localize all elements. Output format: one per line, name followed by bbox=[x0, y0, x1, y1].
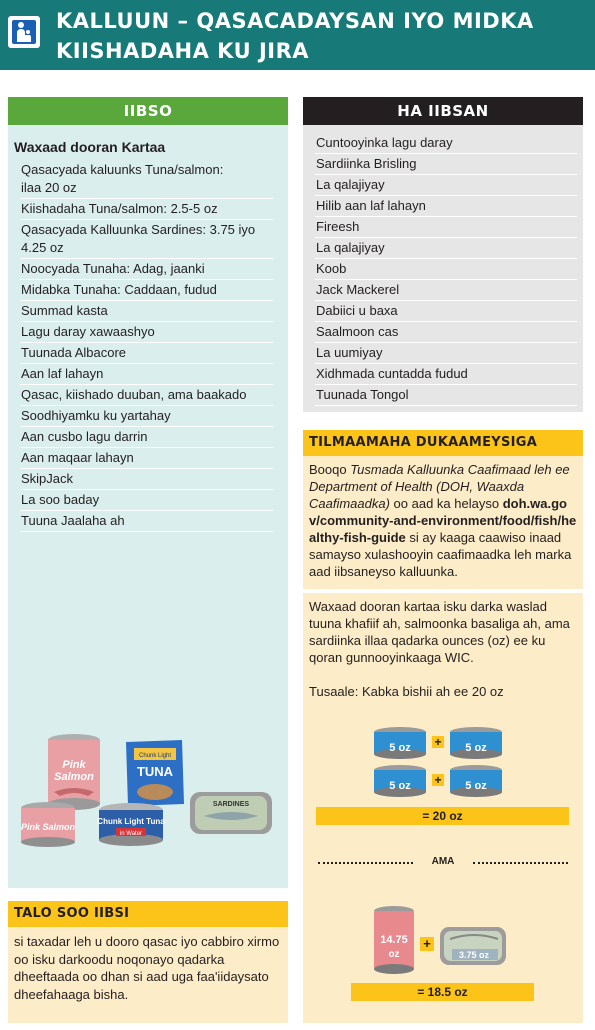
nobuy-panel bbox=[303, 125, 583, 412]
five-oz-can-2 bbox=[450, 727, 502, 759]
buy-item: Qasacyada kaluunks Tuna/salmon: bbox=[21, 162, 224, 177]
sardine-tin bbox=[190, 792, 272, 834]
five-oz-can-1 bbox=[374, 727, 426, 759]
buy-heading: IIBSO bbox=[8, 97, 288, 125]
big-salmon-can bbox=[374, 906, 414, 974]
svg-text:TUNA: TUNA bbox=[136, 764, 174, 779]
buy-list bbox=[20, 160, 274, 532]
buy-item: 4.25 oz bbox=[20, 240, 274, 259]
or-divider: AMA bbox=[318, 855, 568, 869]
tip-visit-doh bbox=[303, 456, 583, 589]
nobuy-item: La uumiyay bbox=[315, 343, 577, 364]
purchase-tip-heading: TALO SOO IIBSI bbox=[8, 901, 288, 927]
svg-text:3.75 oz: 3.75 oz bbox=[458, 950, 490, 960]
nobuy-item: Koob bbox=[315, 259, 577, 280]
buy-item: Tuunada Albacore bbox=[20, 343, 274, 364]
purchase-tip-text: si taxadar leh u dooro qasac iyo cabbiro xirmo oo isku darkoodu noqonayo qadarka dheeftaada oo dhan si aad uga faa'iidaysato dheefahaaga bisha. bbox=[8, 927, 288, 1023]
tuna-pouch bbox=[126, 740, 184, 806]
tips-heading: TILMAAMAHA DUKAAMEYSIGA bbox=[303, 430, 583, 456]
total-18-5oz-bar: = 18.5 oz bbox=[351, 983, 534, 1001]
nobuy-list bbox=[315, 133, 577, 406]
buy-item: Aan laf lahayn bbox=[20, 364, 274, 385]
title-line-1: KALLUUN – QASACADAYSAN IYO MIDKA bbox=[56, 9, 534, 33]
svg-text:Pink Salmon: Pink Salmon bbox=[20, 822, 76, 832]
svg-text:SARDINES: SARDINES bbox=[212, 801, 250, 808]
buy-item: Kiishadaha Tuna/salmon: 2.5-5 oz bbox=[20, 199, 274, 220]
pink-salmon-can bbox=[48, 734, 100, 810]
buy-item: Aan maqaar lahayn bbox=[20, 448, 274, 469]
buy-item: Tuuna Jaalaha ah bbox=[20, 511, 274, 532]
svg-text:5 oz: 5 oz bbox=[389, 780, 411, 792]
nobuy-item: Saalmoon cas bbox=[315, 322, 577, 343]
svg-text:Chunk Light: Chunk Light bbox=[138, 753, 172, 759]
svg-text:5 oz: 5 oz bbox=[465, 742, 487, 754]
svg-text:+: + bbox=[423, 936, 431, 951]
tip-combine-text: Waxaad dooran kartaa isku darka waslad tuuna khafiif ah, salmoonka basaliga ah, ama sardiinka illaa qadarka ounces (oz) ee ku qoran gunnooyinkaaga WIC. bbox=[309, 599, 570, 665]
nobuy-item: Sardiinka Brisling bbox=[315, 154, 577, 175]
short-salmon-can bbox=[21, 802, 76, 847]
page-title bbox=[56, 6, 534, 66]
title-line-2: KIISHADAHA KU JIRA bbox=[56, 39, 309, 63]
tip1-intro: Booqo bbox=[309, 462, 351, 477]
svg-text:oz: oz bbox=[388, 949, 400, 960]
buy-item: Qasac, kiishado duuban, ama baakado bbox=[20, 385, 274, 406]
svg-text:14.75: 14.75 bbox=[380, 934, 408, 946]
tip1-end: si ay kaaga caawiso inaad samayso xulashooyin caafimaadka leh marka aad iibsaneyso kalluunka. bbox=[309, 530, 572, 579]
buy-item: Midabka Tunaha: Caddaan, fudud bbox=[20, 280, 274, 301]
total-20oz-bar: = 20 oz bbox=[316, 807, 569, 825]
buy-item: Summad kasta bbox=[20, 301, 274, 322]
four-cans-diagram bbox=[372, 724, 502, 802]
fish-products-illustration bbox=[18, 730, 278, 850]
nobuy-item: Jack Mackerel bbox=[315, 280, 577, 301]
five-oz-can-4 bbox=[450, 765, 502, 797]
mother-and-child-icon bbox=[8, 16, 40, 48]
buy-item: Lagu daray xawaashyo bbox=[20, 322, 274, 343]
buy-item: Qasacyada Kalluunka Sardines: 3.75 iyo bbox=[21, 222, 256, 237]
svg-text:+: + bbox=[434, 773, 442, 787]
nobuy-item: Xidhmada cuntadda fudud bbox=[315, 364, 577, 385]
svg-text:Chunk Light Tuna: Chunk Light Tuna bbox=[97, 817, 165, 826]
buy-item: ilaa 20 oz bbox=[20, 180, 274, 199]
buy-subheading: Waxaad dooran Kartaa bbox=[14, 139, 166, 155]
sardine-tin-small bbox=[440, 927, 506, 965]
svg-text:Salmon: Salmon bbox=[54, 771, 94, 783]
nobuy-item: Fireesh bbox=[315, 217, 577, 238]
chunk-light-tuna-can bbox=[97, 803, 165, 846]
nobuy-item: Dabiici u baxa bbox=[315, 301, 577, 322]
svg-text:5 oz: 5 oz bbox=[389, 742, 411, 754]
svg-text:in Water: in Water bbox=[119, 831, 143, 837]
tip1-middle: oo aad ka helayso bbox=[389, 496, 503, 511]
example-text: Tusaale: Kabka bishii ah ee 20 oz bbox=[309, 684, 504, 699]
plus-sign-1 bbox=[432, 735, 444, 749]
nobuy-item: La qalajiyay bbox=[315, 175, 577, 196]
tip1-guide-name: Tusmada Kalluunka Caafimaad leh ee Department of Health (DOH, Waaxda Caafimaadka) bbox=[309, 462, 570, 511]
nobuy-item: Cuntooyinka lagu daray bbox=[315, 133, 577, 154]
plus-sign-3 bbox=[420, 936, 434, 951]
buy-item: Soodhiyamku ku yartahay bbox=[20, 406, 274, 427]
nobuy-item: Tuunada Tongol bbox=[315, 385, 577, 406]
buy-item: Aan cusbo lagu darrin bbox=[20, 427, 274, 448]
nobuy-heading: HA IIBSAN bbox=[303, 97, 583, 125]
doh-guide-link[interactable]: doh.wa.gov/community-and-environment/food/fish/healthy-fish-guide bbox=[309, 496, 577, 545]
nobuy-item: La qalajiyay bbox=[315, 238, 577, 259]
buy-item: La soo baday bbox=[20, 490, 274, 511]
can-plus-tin-diagram bbox=[370, 905, 510, 977]
nobuy-item: Hilib aan laf lahayn bbox=[315, 196, 577, 217]
buy-item: Noocyada Tunaha: Adag, jaanki bbox=[20, 259, 274, 280]
svg-text:5 oz: 5 oz bbox=[465, 780, 487, 792]
svg-text:Pink: Pink bbox=[62, 759, 86, 771]
svg-text:+: + bbox=[434, 735, 442, 749]
buy-item: SkipJack bbox=[20, 469, 274, 490]
five-oz-can-3 bbox=[374, 765, 426, 797]
plus-sign-2 bbox=[432, 773, 444, 787]
page-header bbox=[0, 0, 595, 70]
